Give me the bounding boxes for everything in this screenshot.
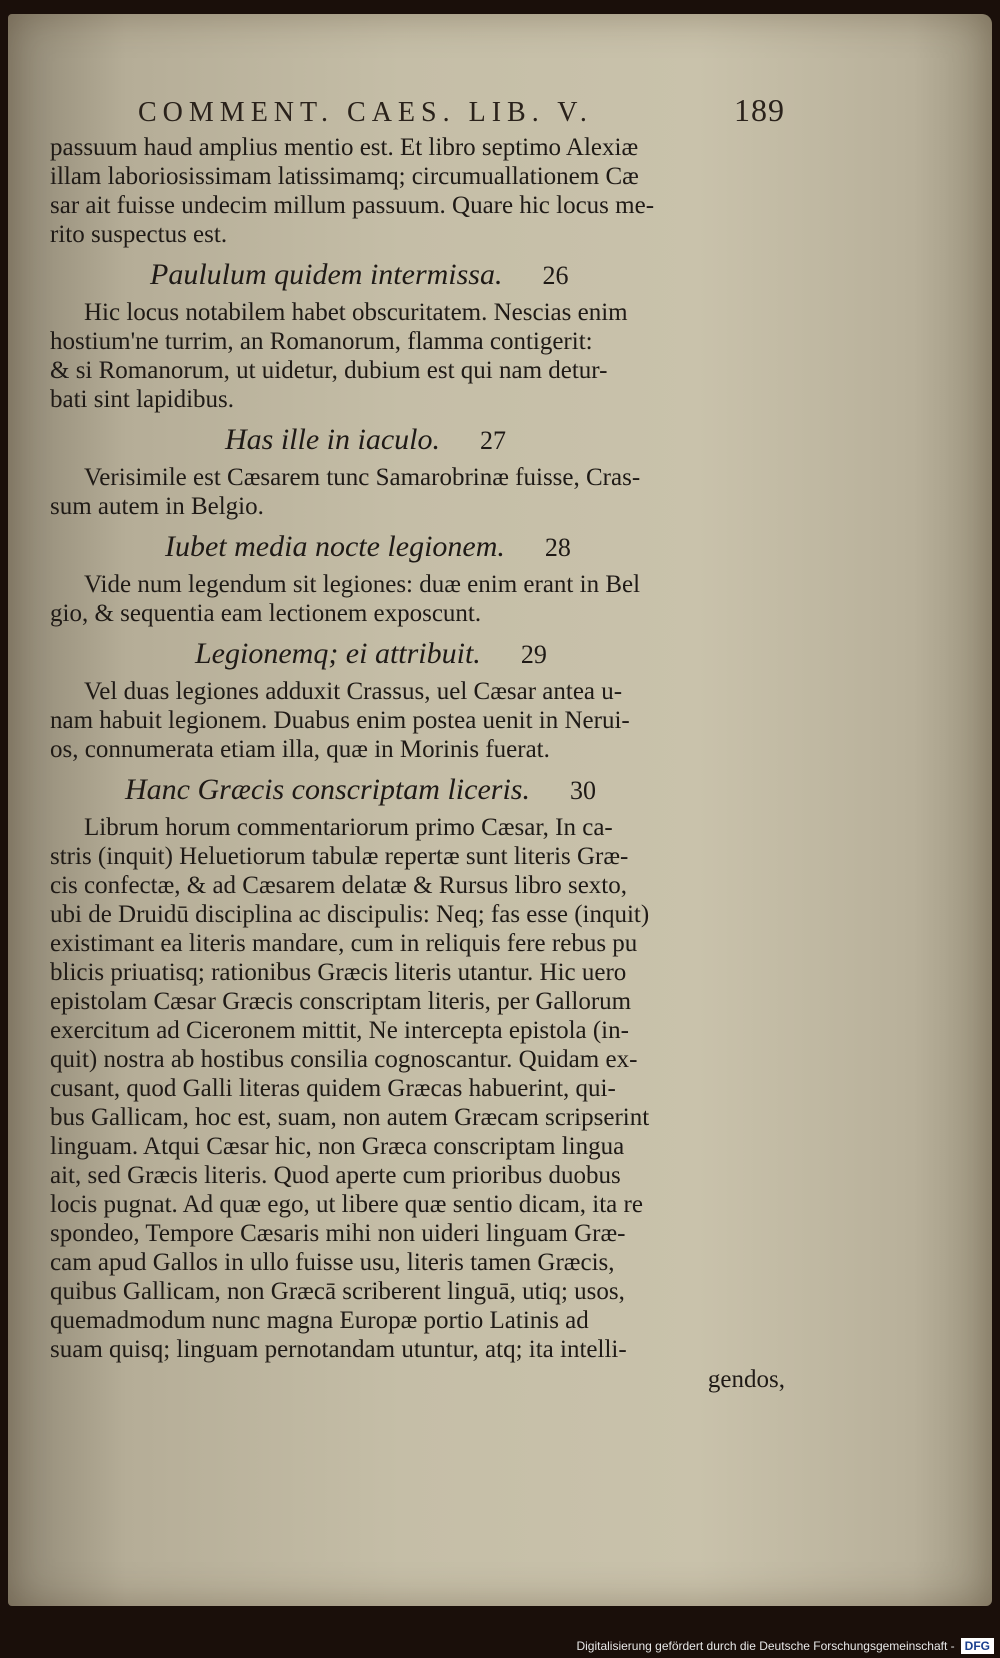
text-line: cusant, quod Galli literas quidem Græcas habuerint, qui- bbox=[50, 1075, 616, 1102]
text-line: bati sint lapidibus. bbox=[50, 386, 235, 413]
note-number: 26 bbox=[542, 261, 569, 290]
note-number: 28 bbox=[544, 533, 571, 562]
text-line: Verisimile est Cæsarem tunc Samarobrinæ fuisse, Cras- bbox=[84, 464, 641, 491]
book-page bbox=[8, 14, 992, 1606]
text-line: existimant ea literis mandare, cum in reliquis fere rebus pu bbox=[50, 930, 638, 957]
lemma-text: Iubet media nocte legionem. bbox=[165, 530, 505, 563]
text-line: sar ait fuisse undecim millum passuum. Quare hic locus me- bbox=[50, 192, 655, 219]
lemma-heading bbox=[50, 527, 785, 568]
catchword: gendos, bbox=[707, 1366, 785, 1393]
text-line: blicis priuatisq; rationibus Græcis literis utantur. Hic uero bbox=[50, 959, 627, 986]
text-line: rito suspectus est. bbox=[50, 221, 228, 248]
text-line: Vide num legendum sit legiones: duæ enim erant in Bel bbox=[84, 571, 641, 598]
text-line: sum autem in Belgio. bbox=[50, 493, 264, 520]
lemma-heading bbox=[50, 770, 785, 811]
text-line: bus Gallicam, hoc est, suam, non autem Græcam scripserint bbox=[50, 1104, 650, 1131]
lemma-text: Hanc Græcis conscriptam liceris. bbox=[125, 773, 530, 806]
text-line: ait, sed Græcis literis. Quod aperte cum prioribus duobus bbox=[50, 1162, 621, 1189]
note-number: 30 bbox=[569, 776, 596, 805]
text-line: cam apud Gallos in ullo fuisse usu, literis tamen Græcis, bbox=[50, 1249, 615, 1276]
text-line: os, connumerata etiam illa, quæ in Morinis fuerat. bbox=[50, 736, 550, 763]
text-line: gio, & sequentia eam lectionem exposcunt. bbox=[50, 600, 482, 627]
note-number: 27 bbox=[479, 426, 506, 455]
lemma-text: Legionemq; ei attribuit. bbox=[195, 637, 481, 670]
lemma-heading bbox=[50, 420, 785, 461]
text-line: quibus Gallicam, non Græcā scriberent linguā, utiq; usos, bbox=[50, 1278, 625, 1305]
running-head-title: COMMENT. CAES. LIB. V. bbox=[138, 97, 593, 128]
text-line: Hic locus notabilem habet obscuritatem. Nescias enim bbox=[84, 299, 628, 326]
text-line: nam habuit legionem. Duabus enim postea uenit in Nerui- bbox=[50, 707, 630, 734]
dfg-logo: DFG bbox=[961, 1638, 994, 1654]
text-line: cis confectæ, & ad Cæsarem delatæ & Rursus libro sexto, bbox=[50, 872, 627, 899]
lemma-heading bbox=[50, 255, 785, 296]
text-line: ubi de Druidū disciplina ac discipulis: Neq; fas esse (inquit) bbox=[50, 901, 650, 928]
text-line: quit) nostra ab hostibus consilia cognoscantur. Quidam ex- bbox=[50, 1046, 638, 1073]
page-content bbox=[50, 133, 785, 1364]
page-number: 189 bbox=[734, 92, 785, 128]
text-line: hostium'ne turrim, an Romanorum, flamma contigerit: bbox=[50, 328, 593, 355]
text-line: Librum horum commentariorum primo Cæsar, In ca- bbox=[84, 814, 613, 841]
note-number: 29 bbox=[520, 640, 547, 669]
text-line: quemadmodum nunc magna Europæ portio Latinis ad bbox=[50, 1307, 589, 1334]
text-line: Vel duas legiones adduxit Crassus, uel Cæsar antea u- bbox=[84, 678, 623, 705]
text-line: passuum haud amplius mentio est. Et libro septimo Alexiæ bbox=[50, 134, 639, 161]
text-line: illam laboriosissimam latissimamq; circumuallationem Cæ bbox=[50, 163, 639, 190]
lemma-text: Has ille in iaculo. bbox=[225, 423, 440, 456]
credit-text: Digitalisierung gefördert durch die Deutsche Forschungsgemeinschaft - bbox=[576, 1639, 955, 1653]
text-line: stris (inquit) Heluetiorum tabulæ repertæ sunt literis Græ- bbox=[50, 843, 629, 870]
text-line: & si Romanorum, ut uidetur, dubium est qui nam detur- bbox=[50, 357, 608, 384]
page-text bbox=[50, 92, 785, 1396]
text-line: epistolam Cæsar Græcis conscriptam literis, per Gallorum bbox=[50, 988, 632, 1015]
text-line: exercitum ad Ciceronem mittit, Ne intercepta epistola (in- bbox=[50, 1017, 629, 1044]
text-line: locis pugnat. Ad quæ ego, ut libere quæ sentio dicam, ita re bbox=[50, 1191, 643, 1218]
text-line: linguam. Atqui Cæsar hic, non Græca conscriptam lingua bbox=[50, 1133, 625, 1160]
lemma-text: Paululum quidem intermissa. bbox=[150, 258, 503, 291]
running-head bbox=[50, 92, 785, 129]
text-line: spondeo, Tempore Cæsaris mihi non uideri linguam Græ- bbox=[50, 1220, 626, 1247]
text-line: suam quisq; linguam pernotandam utuntur, atq; ita intelli- bbox=[50, 1336, 627, 1363]
digitization-credit bbox=[576, 1638, 994, 1654]
lemma-heading bbox=[50, 634, 785, 675]
